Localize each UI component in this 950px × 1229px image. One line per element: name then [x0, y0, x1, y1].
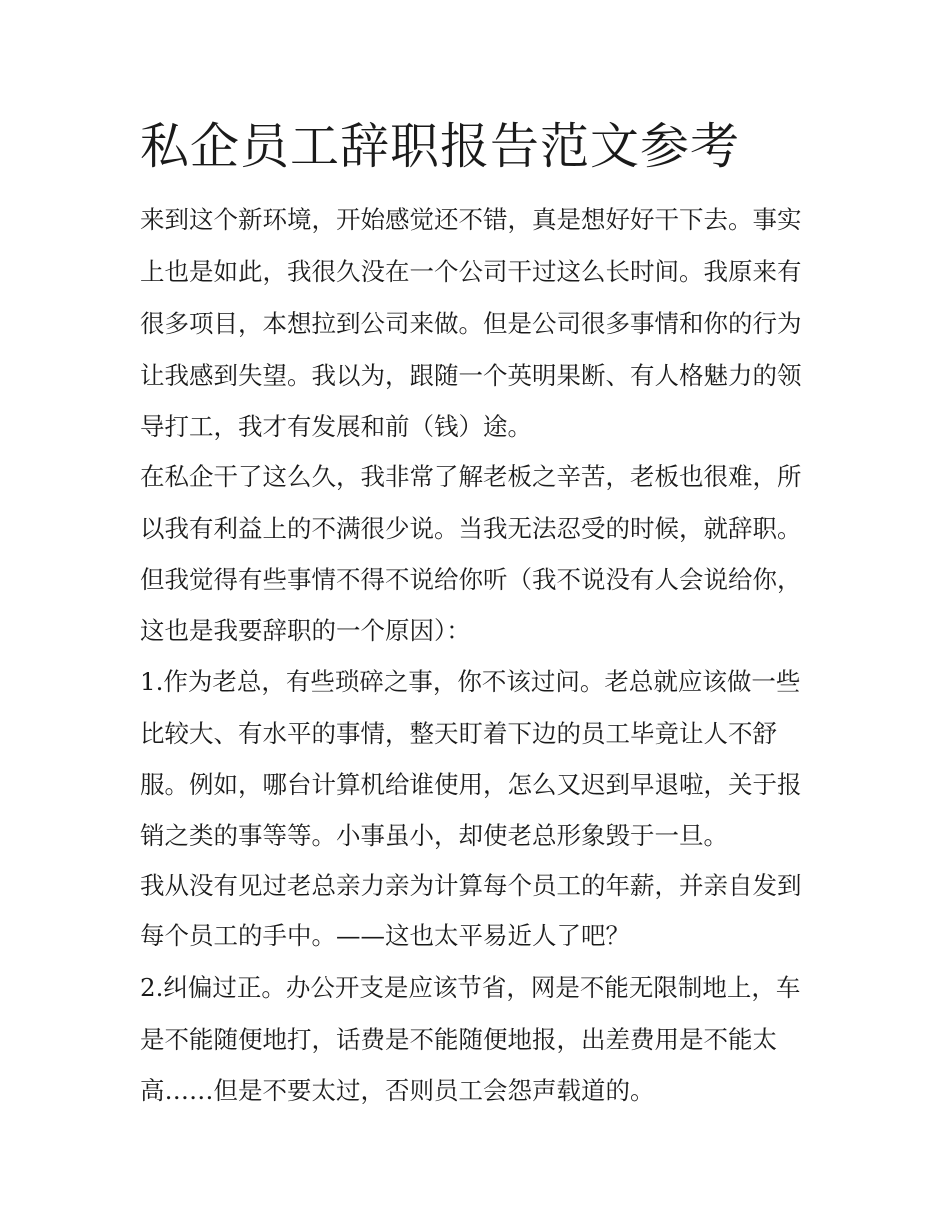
list-item-2-line: 2.纠偏过正。办公开支是应该节省，网是不能无限制地上，车 — [140, 973, 801, 1002]
body-line: 以我有利益上的不满很少说。当我无法忍受的时候，就辞职。 — [140, 514, 802, 543]
body-line: 我从没有见过老总亲力亲为计算每个员工的年薪，并亲自发到 — [140, 871, 802, 900]
list-item-1-line: 销之类的事等等。小事虽小，却使老总形象毁于一旦。 — [140, 821, 728, 850]
body-line: 这也是我要辞职的一个原因）： — [140, 616, 471, 645]
list-item-1-line: 1.作为老总，有些琐碎之事，你不该过问。老总就应该做一些 — [140, 667, 801, 696]
list-item-1-line: 服。例如，哪台计算机给谁使用，怎么又迟到早退啦，关于报 — [140, 770, 802, 799]
body-line: 但我觉得有些事情不得不说给你听（我不说没有人会说给你， — [140, 565, 802, 594]
body-line: 很多项目，本想拉到公司来做。但是公司很多事情和你的行为 — [140, 309, 802, 338]
list-item-2-line: 高……但是不要太过，否则员工会怨声载道的。 — [140, 1076, 655, 1105]
body-line: 让我感到失望。我以为，跟随一个英明果断、有人格魅力的领 — [140, 361, 802, 390]
body-line: 每个员工的手中。——这也太平易近人了吧？ — [140, 921, 630, 950]
list-item-1-line: 比较大、有水平的事情，整天盯着下边的员工毕竟让人不舒 — [140, 719, 777, 748]
body-line: 导打工，我才有发展和前（钱）途。 — [140, 412, 532, 441]
body-line: 上也是如此，我很久没在一个公司干过这么长时间。我原来有 — [140, 257, 802, 286]
body-line: 在私企干了这么久，我非常了解老板之辛苦，老板也很难，所 — [140, 462, 802, 491]
list-item-2-line: 是不能随便地打，话费是不能随便地报，出差费用是不能太 — [140, 1025, 777, 1054]
document-title: 私企员工辞职报告范文参考 — [140, 118, 741, 175]
body-line: 来到这个新环境，开始感觉还不错，真是想好好干下去。事实 — [140, 205, 802, 234]
